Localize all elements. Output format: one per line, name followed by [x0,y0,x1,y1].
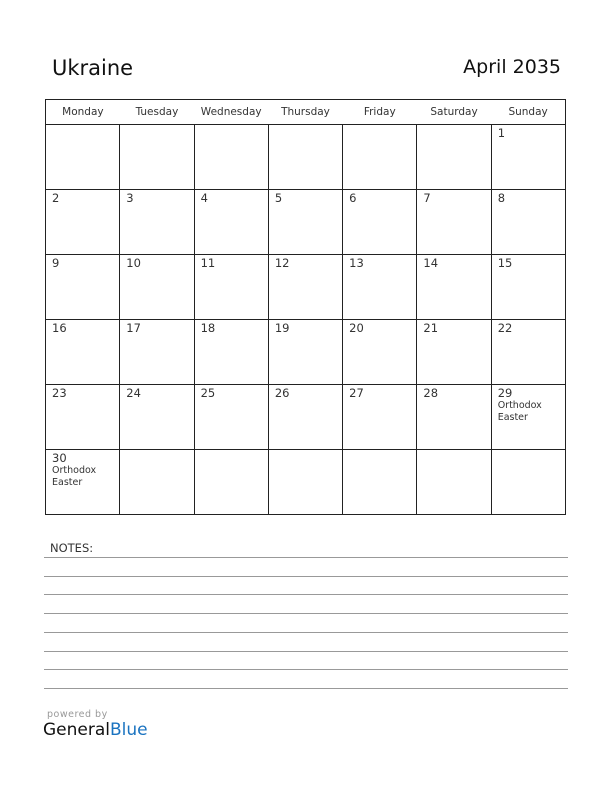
day-number: 25 [200,386,216,400]
weekday-sunday: Sunday [491,100,565,125]
day-number: 12 [274,256,290,270]
day-cell [46,190,120,255]
month-year-title: April 2035 [463,56,561,78]
day-cell [491,450,565,515]
day-cell [46,450,120,515]
weekday-tuesday: Tuesday [120,100,194,125]
notes-line [44,651,568,652]
weekday-thursday: Thursday [268,100,342,125]
calendar-grid [45,99,566,515]
day-number: 16 [52,321,67,335]
day-cell [268,125,342,190]
day-cell [46,255,120,320]
week-row [46,190,566,255]
day-cell [491,320,565,385]
country-title: Ukraine [52,56,134,80]
day-cell [194,255,268,320]
brand-general: General [43,720,110,740]
powered-by-text: powered by [47,709,108,720]
week-row [46,125,566,190]
day-number: 19 [274,321,290,335]
holiday-label: Orthodox Easter [52,465,97,488]
brand-blue: Blue [110,720,148,740]
day-number: 24 [126,386,141,400]
notes-line [44,688,568,689]
day-number: 27 [349,386,364,400]
weekday-wednesday: Wednesday [194,100,268,125]
day-cell [491,125,565,190]
day-cell [268,385,342,450]
day-cell [268,450,342,515]
day-number: 15 [497,256,513,270]
day-cell [343,320,417,385]
day-cell [120,125,194,190]
day-number: 3 [126,191,134,205]
weekday-friday: Friday [343,100,417,125]
weekday-saturday: Saturday [417,100,491,125]
day-cell [194,385,268,450]
day-number: 7 [423,191,431,205]
week-row [46,320,566,385]
week-row [46,450,566,515]
day-number: 13 [349,256,364,270]
day-cell [417,190,491,255]
day-number: 20 [349,321,364,335]
holiday-label: Orthodox Easter [497,400,542,423]
day-cell [417,320,491,385]
day-cell [343,125,417,190]
day-number: 1 [497,126,506,140]
day-number: 29 [497,386,513,400]
notes-line [44,613,568,614]
day-number: 17 [126,321,141,335]
week-row [46,385,566,450]
day-cell [120,385,194,450]
notes-line [44,557,568,558]
day-number: 18 [200,321,216,335]
day-cell [120,450,194,515]
day-cell [343,385,417,450]
day-cell [46,320,120,385]
day-cell [491,190,565,255]
notes-label: NOTES: [50,541,94,555]
day-cell [417,125,491,190]
day-number: 8 [497,191,506,205]
day-cell [46,385,120,450]
notes-line [44,632,568,633]
day-cell [417,255,491,320]
day-number: 14 [423,256,439,270]
day-cell [194,190,268,255]
day-number: 5 [274,191,283,205]
day-number: 30 [52,451,67,465]
day-cell [268,255,342,320]
day-number: 2 [52,191,60,205]
day-number: 11 [200,256,216,270]
day-cell [417,450,491,515]
day-number: 10 [126,256,141,270]
day-cell [491,255,565,320]
day-cell [120,320,194,385]
day-number: 21 [423,321,439,335]
weekday-header-row [46,100,566,125]
day-cell [343,190,417,255]
day-cell [491,385,565,450]
day-number: 23 [52,386,67,400]
day-number: 26 [274,386,290,400]
day-cell [194,125,268,190]
day-cell [343,450,417,515]
day-number: 22 [497,321,513,335]
day-number: 9 [52,256,60,270]
day-cell [194,450,268,515]
day-number: 4 [200,191,208,205]
generalblue-logo [43,720,148,740]
day-cell [120,255,194,320]
day-number: 28 [423,386,439,400]
week-row [46,255,566,320]
weekday-monday: Monday [46,100,120,125]
day-cell [194,320,268,385]
day-cell [268,320,342,385]
day-cell [268,190,342,255]
notes-line [44,576,568,577]
notes-line [44,669,568,670]
day-number: 6 [349,191,357,205]
notes-line [44,594,568,595]
day-cell [417,385,491,450]
day-cell [120,190,194,255]
day-cell [343,255,417,320]
day-cell [46,125,120,190]
